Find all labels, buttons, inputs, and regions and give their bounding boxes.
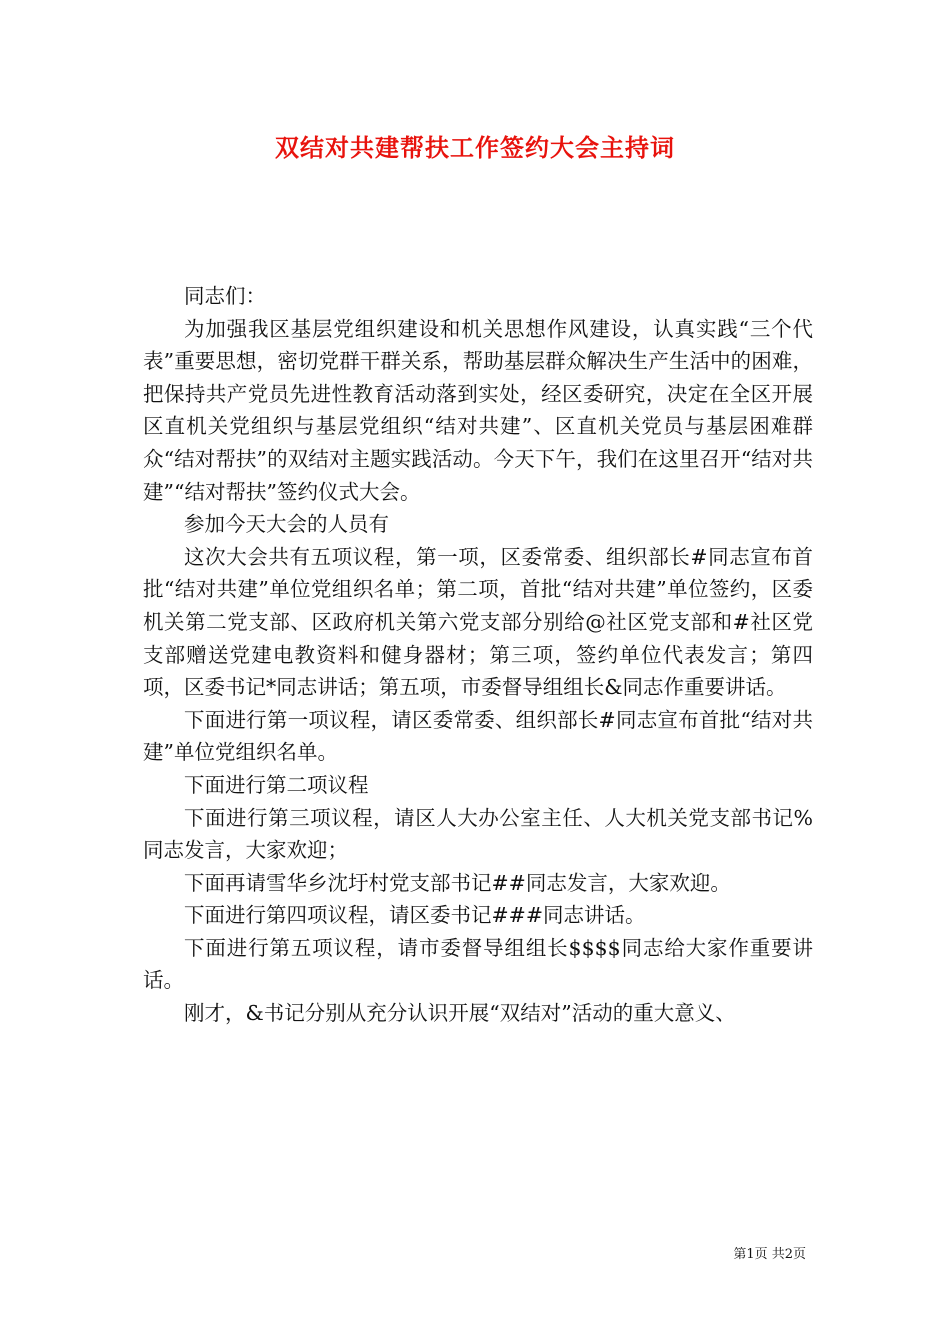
paragraph-item-three: 下面进行第三项议程，请区人大办公室主任、人大机关党支部书记%同志发言，大家欢迎； (143, 805, 813, 863)
paragraph-agenda: 这次大会共有五项议程，第一项，区委常委、组织部长#同志宣布首批“结对共建”单位党组织名单；第二项，首批“结对共建”单位签约，区委机关第二党支部、区政府机关第六党支部分别给@社区党支部和#社区党支部赠送党建电教资料和健身器材；第三项，签约单位代表发言；第四项，区委书记*同志讲话；第五项，市委督导组组长&同志作重要讲话。 (143, 544, 813, 700)
paragraph-item-four: 下面进行第四项议程，请区委书记###同志讲话。 (184, 903, 646, 928)
paragraph-item-two: 下面进行第二项议程 (184, 772, 369, 797)
paragraph-summary: 刚才，&书记分别从充分认识开展“双结对”活动的重大意义、 (184, 1001, 736, 1026)
paragraph-item-five: 下面进行第五项议程，请市委督导组组长$$$$同志给大家作重要讲话。 (143, 935, 813, 993)
paragraph-greeting: 同志们： (184, 284, 266, 308)
paragraph-second-speaker: 下面再请雪华乡沈圩村党支部书记##同志发言，大家欢迎。 (184, 870, 731, 895)
document-body (143, 280, 813, 1030)
page-number: 第1页 共2页 (733, 1247, 806, 1262)
document-title: 双结对共建帮扶工作签约大会主持词 (275, 133, 675, 162)
paragraph-attendees: 参加今天大会的人员有 (184, 512, 389, 537)
paragraph-item-one: 下面进行第一项议程，请区委常委、组织部长#同志宣布首批“结对共建”单位党组织名单。 (143, 707, 813, 765)
paragraph-purpose: 为加强我区基层党组织建设和机关思想作风建设，认真实践“三个代表”重要思想，密切党群干群关系，帮助基层群众解决生产生活中的困难，把保持共产党员先进性教育活动落到实处，经区委研究，决定在全区开展区直机关党组织与基层党组织“结对共建”、区直机关党员与基层困难群众“结对帮扶”的双结对主题实践活动。今天下午，我们在这里召开“结对共建”“结对帮扶”签约仪式大会。 (143, 316, 813, 504)
